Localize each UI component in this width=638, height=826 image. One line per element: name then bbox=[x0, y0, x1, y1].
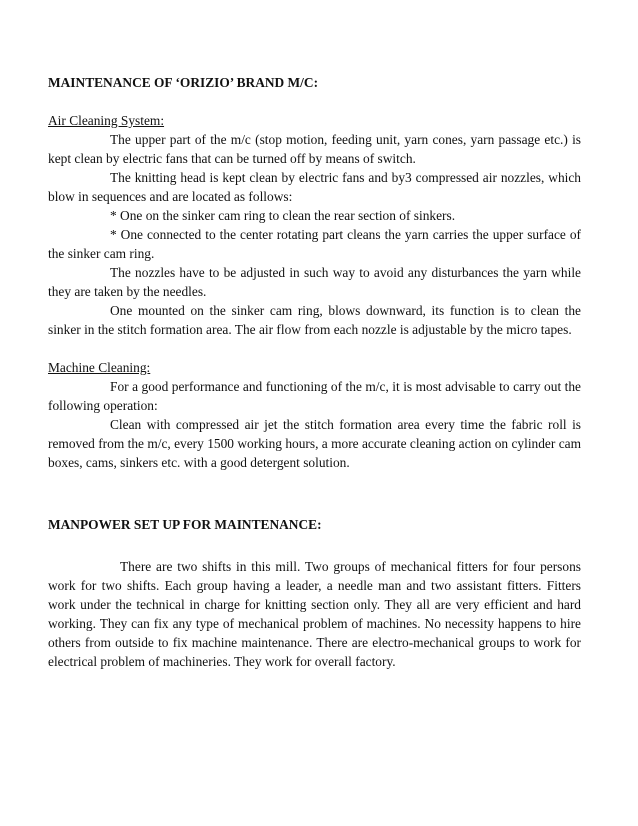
air-paragraph-3: The nozzles have to be adjusted in such way to avoid any disturbances the yarn while they are taken by the needles. bbox=[48, 265, 581, 299]
air-paragraph-2: The knitting head is kept clean by electric fans and by3 compressed air nozzles, which blow in sequences and are located as follows: bbox=[48, 170, 581, 204]
machine-cleaning-title: Machine Cleaning: bbox=[48, 360, 151, 375]
air-bullet-1: * One on the sinker cam ring to clean the rear section of sinkers. bbox=[110, 208, 456, 223]
machine-cleaning-section bbox=[48, 358, 581, 472]
air-paragraph-1: The upper part of the m/c (stop motion, feeding unit, yarn cones, yarn passage etc.) is kept clean by electric fans that can be turned off by means of switch. bbox=[48, 132, 581, 166]
air-cleaning-section bbox=[48, 111, 581, 339]
air-cleaning-title: Air Cleaning System: bbox=[48, 113, 165, 128]
machine-paragraph-1: For a good performance and functioning of the m/c, it is most advisable to carry out the following operation: bbox=[48, 379, 581, 413]
air-bullet-2: * One connected to the center rotating part cleans the yarn carries the upper surface of the sinker cam ring. bbox=[48, 227, 581, 261]
maintenance-heading: MAINTENANCE OF ‘ORIZIO’ BRAND M/C: bbox=[48, 75, 319, 90]
machine-paragraph-2: Clean with compressed air jet the stitch formation area every time the fabric roll is removed from the m/c, every 1500 working hours, a more accurate cleaning action on cylinder cam boxes, cams, sinkers etc. with a good detergent solution. bbox=[48, 417, 581, 470]
air-paragraph-4: One mounted on the sinker cam ring, blows downward, its function is to clean the sinker in the stitch formation area. The air flow from each nozzle is adjustable by the micro tapes. bbox=[48, 303, 581, 337]
manpower-paragraph: There are two shifts in this mill. Two groups of mechanical fitters for four persons work for two shifts. Each group having a leader, a needle man and two assistant fitters. Fitters work under the technical in charge for knitting section only. They all are very efficient and hard working. They can fix any type of mechanical problem of machines. No necessity happens to hire others from outside to fix machine maintenance. There are electro-mechanical groups to work for electrical problem of machineries. They work for overall factory. bbox=[48, 559, 581, 669]
manpower-heading: MANPOWER SET UP FOR MAINTENANCE: bbox=[48, 517, 322, 532]
